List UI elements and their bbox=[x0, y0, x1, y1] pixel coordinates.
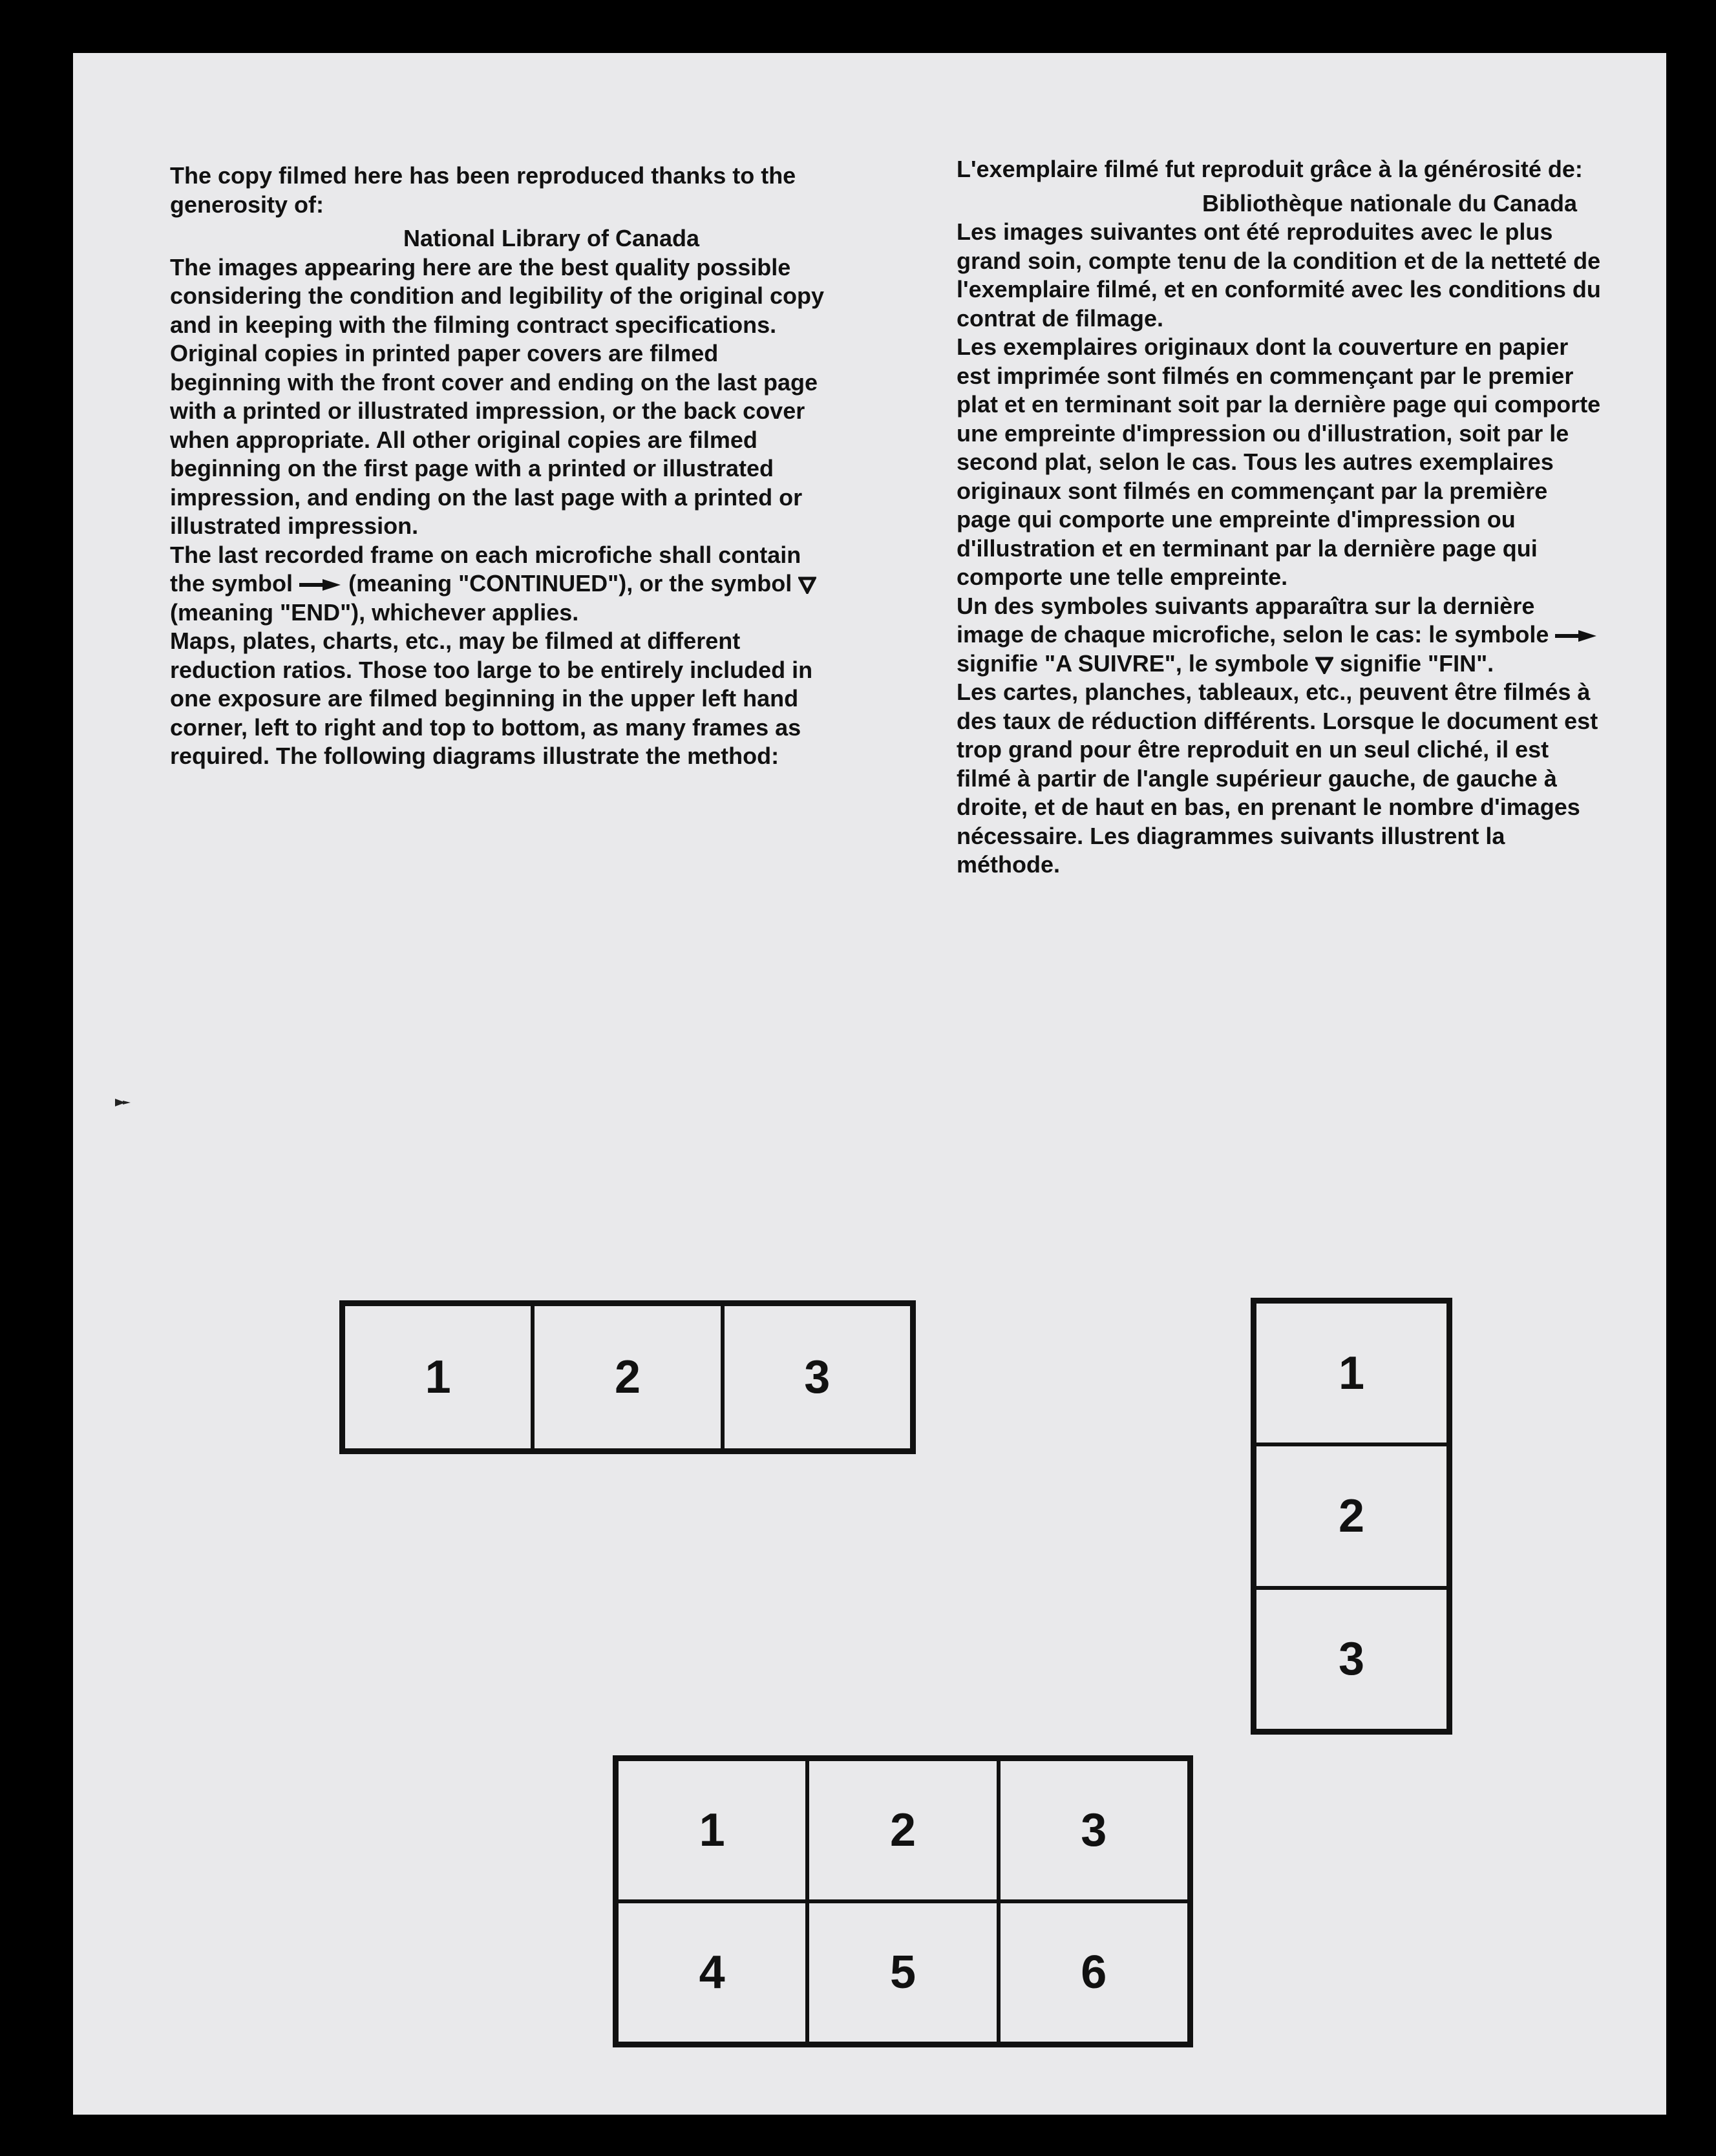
frame-cell: 3 bbox=[1255, 1588, 1448, 1731]
frame-cell: 6 bbox=[999, 1901, 1189, 2044]
continued-arrow-icon bbox=[1555, 629, 1598, 642]
frame-cell: 1 bbox=[343, 1304, 533, 1450]
english-intro: The copy filmed here has been reproduced thanks to the generosity of: bbox=[170, 162, 796, 218]
frame-cell: 1 bbox=[617, 1759, 807, 1901]
english-quality-notice: The images appearing here are the best quality possible considering the condition and legibility of the original copy and in keeping with the filming contract specifications. bbox=[170, 253, 825, 338]
diagram-horizontal-three-frames bbox=[339, 1300, 916, 1454]
frame-cell: 5 bbox=[807, 1901, 998, 2044]
frame-cell: 2 bbox=[1255, 1444, 1448, 1587]
end-triangle-icon bbox=[798, 576, 816, 594]
french-symbols-text-b: signifie "A SUIVRE", le symbole bbox=[957, 650, 1309, 677]
french-symbols-text-c: signifie "FIN". bbox=[1339, 650, 1494, 677]
english-symbols-text-c: (meaning "END"), whichever applies. bbox=[170, 598, 579, 626]
french-symbols-notice bbox=[957, 592, 1603, 679]
french-intro: L'exemplaire filmé fut reproduit grâce à la générosité de: bbox=[957, 156, 1583, 182]
english-covers-notice: Original copies in printed paper covers are filmed beginning with the front cover and ending on the last page with a printed or illustrated impression, or the back cover when appropriate. All other original copies are filmed beginning on the first page with a printed or illustrated impression, and ending on the last page with a printed or illustrated impression. bbox=[170, 340, 818, 539]
frame-cell: 3 bbox=[999, 1759, 1189, 1901]
diagram-vertical-three-frames bbox=[1251, 1298, 1452, 1735]
french-covers-notice: Les exemplaires originaux dont la couverture en papier est imprimée sont filmés en commençant par le premier plat et en terminant soit par la dernière page qui comporte une empreinte d'impression ou d'illustration, soit par le second plat, selon le cas. Tous les autres exemplaires originaux sont filmés en commençant par la première page qui comporte une empreinte d'impression ou d'illustration et en terminant par la dernière page qui comporte une telle empreinte. bbox=[957, 333, 1601, 590]
frame-cell: 4 bbox=[617, 1901, 807, 2044]
french-maps-notice: Les cartes, planches, tableaux, etc., peuvent être filmés à des taux de réduction différents. Lorsque le document est trop grand pour être reproduit en un seul cliché, il est filmé à partir de l'angle supérieur gauche, de gauche à droite, et de haut en bas, en prenant le nombre d'images nécessaire. Les diagrammes suivants illustrent la méthode. bbox=[957, 679, 1598, 878]
french-institution: Bibliothèque nationale du Canada bbox=[1202, 189, 1577, 217]
english-institution: National Library of Canada bbox=[403, 225, 700, 251]
pointer-mark-icon bbox=[114, 1097, 132, 1108]
frame-cell: 2 bbox=[807, 1759, 998, 1901]
end-triangle-icon bbox=[1315, 656, 1333, 674]
english-maps-notice: Maps, plates, charts, etc., may be filmed at different reduction ratios. Those too large to be entirely included in one exposure are filmed beginning in the upper left hand corner, left to right and top to bottom, as many frames as required. The following diagrams illustrate the method: bbox=[170, 628, 813, 769]
frame-cell: 3 bbox=[723, 1304, 912, 1450]
english-symbols-text-a: The last recorded frame on each microfiche shall contain the symbol bbox=[170, 541, 801, 597]
english-symbols-text-b: (meaning "CONTINUED"), or the symbol bbox=[348, 570, 792, 597]
frame-cell: 2 bbox=[533, 1304, 722, 1450]
frame-cell: 1 bbox=[1255, 1302, 1448, 1444]
french-symbols-text-a: Un des symboles suivants apparaîtra sur la dernière image de chaque microfiche, selon le cas: le symbole bbox=[957, 592, 1549, 648]
continued-arrow-icon bbox=[299, 578, 342, 591]
diagram-six-frames-grid bbox=[613, 1755, 1193, 2047]
english-column bbox=[170, 162, 829, 771]
english-symbols-notice bbox=[170, 541, 829, 628]
french-column bbox=[957, 155, 1603, 880]
french-quality-notice: Les images suivantes ont été reproduites avec le plus grand soin, compte tenu de la condition et de la netteté de l'exemplaire filmé, et en conformité avec les conditions du contrat de filmage. bbox=[957, 218, 1601, 332]
